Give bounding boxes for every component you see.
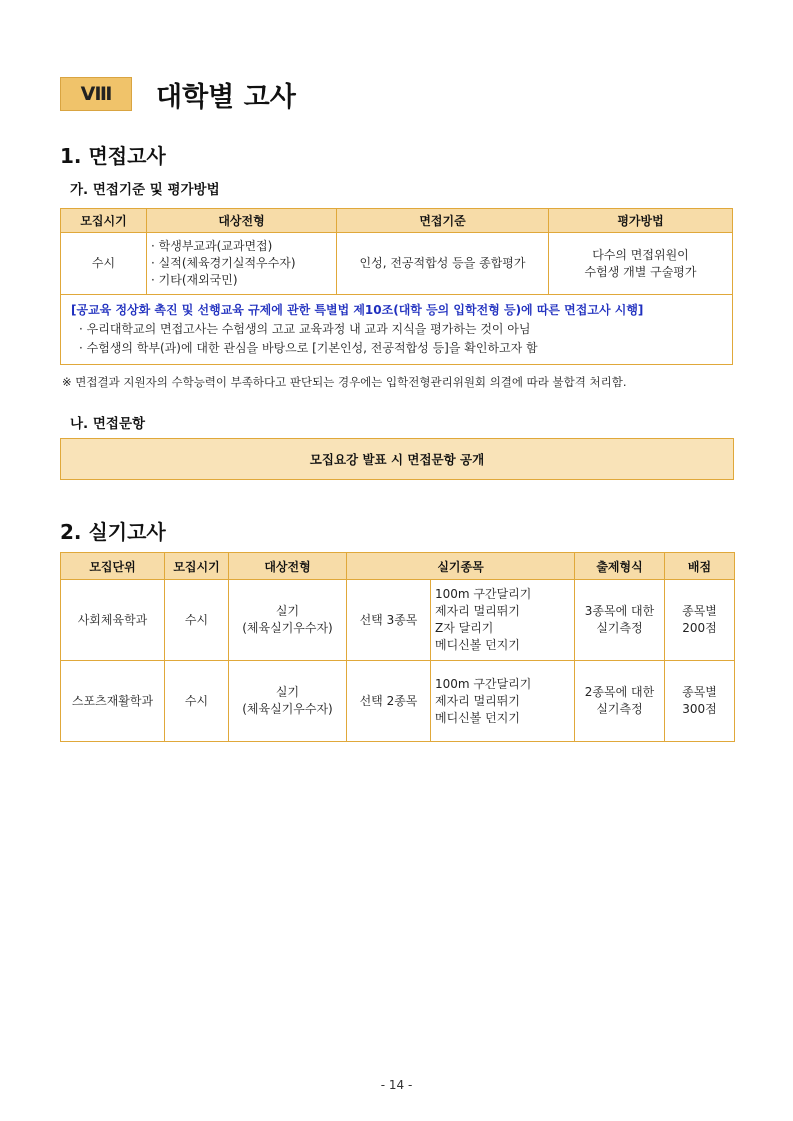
chapter-badge: Ⅷ bbox=[60, 77, 132, 111]
interview-header-method: 평가방법 bbox=[549, 209, 733, 233]
interview-method-line: 다수의 면접위원이 bbox=[592, 247, 689, 262]
interview-type-item: · 실적(체육경기실적우수자) bbox=[151, 256, 296, 270]
interview-method bbox=[549, 233, 733, 295]
section1-sub-a: 가. 면접기준 및 평가방법 bbox=[70, 182, 220, 198]
practical-type bbox=[229, 661, 347, 742]
interview-header-criteria: 면접기준 bbox=[337, 209, 549, 233]
interview-note-line: · 수험생의 학부(과)에 대한 관심을 바탕으로 [기본인성, 전공적합성 등]을 확인하고자 함 bbox=[79, 341, 538, 355]
practical-period: 수시 bbox=[165, 661, 229, 742]
practical-select: 선택 2종목 bbox=[347, 661, 431, 742]
page-number: - 14 - bbox=[380, 1078, 413, 1092]
interview-table bbox=[60, 208, 733, 365]
section1-sub-b: 나. 면접문항 bbox=[70, 416, 146, 432]
practical-event: 메디신볼 던지기 bbox=[435, 638, 520, 652]
practical-event: 100m 구간달리기 bbox=[435, 676, 532, 691]
practical-unit: 스포츠재활학과 bbox=[61, 661, 165, 742]
practical-header-events: 실기종목 bbox=[347, 553, 575, 580]
practical-table bbox=[60, 552, 735, 742]
practical-event: 100m 구간달리기 bbox=[435, 587, 532, 601]
practical-score-line: 종목별 bbox=[682, 685, 717, 699]
interview-note-line: · 우리대학교의 면접고사는 수험생의 고교 교육과정 내 교과 지식을 평가하는 것이 아님 bbox=[79, 322, 531, 336]
interview-types bbox=[147, 233, 337, 295]
practical-score-line: 300점 bbox=[682, 702, 717, 716]
interview-criteria: 인성, 전공적합성 등을 종합평가 bbox=[337, 233, 549, 295]
table-row bbox=[61, 233, 733, 295]
interview-footnote: ※ 면접결과 지원자의 수학능력이 부족하다고 판단되는 경우에는 입학전형관리위원회 의결에 따라 불합격 처리함. bbox=[62, 375, 627, 389]
practical-event: 메디신볼 던지기 bbox=[435, 710, 520, 725]
practical-format-line: 실기측정 bbox=[596, 621, 643, 635]
section1-title: 1. 면접고사 bbox=[60, 144, 166, 168]
practical-score-line: 200점 bbox=[682, 621, 717, 635]
chapter-heading bbox=[60, 76, 296, 112]
practical-type-line: 실기 bbox=[275, 604, 300, 618]
practical-header-format: 출제형식 bbox=[575, 553, 665, 580]
practical-format bbox=[575, 661, 665, 742]
practical-header-score: 배점 bbox=[665, 553, 735, 580]
chapter-title: 대학별 고사 bbox=[156, 81, 296, 113]
practical-header-unit: 모집단위 bbox=[61, 553, 165, 580]
practical-type-line: 실기 bbox=[275, 685, 300, 699]
interview-type-item: · 학생부교과(교과면접) bbox=[151, 239, 273, 253]
practical-event: 제자리 멀리뛰기 bbox=[435, 604, 520, 618]
practical-format-line: 2종목에 대한 bbox=[584, 685, 655, 699]
practical-score bbox=[665, 661, 735, 742]
practical-event: 제자리 멀리뛰기 bbox=[435, 693, 520, 708]
practical-event: Z자 달리기 bbox=[435, 621, 494, 635]
practical-score-line: 종목별 bbox=[682, 604, 717, 618]
interview-note-row bbox=[61, 295, 733, 365]
interview-period: 수시 bbox=[61, 233, 147, 295]
practical-period: 수시 bbox=[165, 580, 229, 661]
interview-questions-notice: 모집요강 발표 시 면접문항 공개 bbox=[60, 438, 734, 480]
practical-header-type: 대상전형 bbox=[229, 553, 347, 580]
practical-events bbox=[431, 580, 575, 661]
practical-unit: 사회체육학과 bbox=[61, 580, 165, 661]
interview-header-period: 모집시기 bbox=[61, 209, 147, 233]
practical-score bbox=[665, 580, 735, 661]
interview-type-item: · 기타(재외국민) bbox=[151, 273, 238, 287]
interview-note-head: [공교육 정상화 촉진 및 선행교육 규제에 관한 특별법 제10조(대학 등의 입학전형 등)에 따른 면접고사 시행] bbox=[71, 303, 644, 317]
practical-header-period: 모집시기 bbox=[165, 553, 229, 580]
practical-type-line: (체육실기우수자) bbox=[242, 621, 333, 635]
practical-type bbox=[229, 580, 347, 661]
interview-header-type: 대상전형 bbox=[147, 209, 337, 233]
practical-format-line: 실기측정 bbox=[596, 702, 643, 716]
interview-method-line: 수험생 개별 구술평가 bbox=[584, 264, 697, 279]
table-row bbox=[61, 661, 735, 742]
practical-events bbox=[431, 661, 575, 742]
practical-format bbox=[575, 580, 665, 661]
practical-type-line: (체육실기우수자) bbox=[242, 702, 333, 716]
practical-select: 선택 3종목 bbox=[347, 580, 431, 661]
section2-title: 2. 실기고사 bbox=[60, 520, 166, 544]
table-row bbox=[61, 580, 735, 661]
practical-format-line: 3종목에 대한 bbox=[584, 604, 655, 618]
